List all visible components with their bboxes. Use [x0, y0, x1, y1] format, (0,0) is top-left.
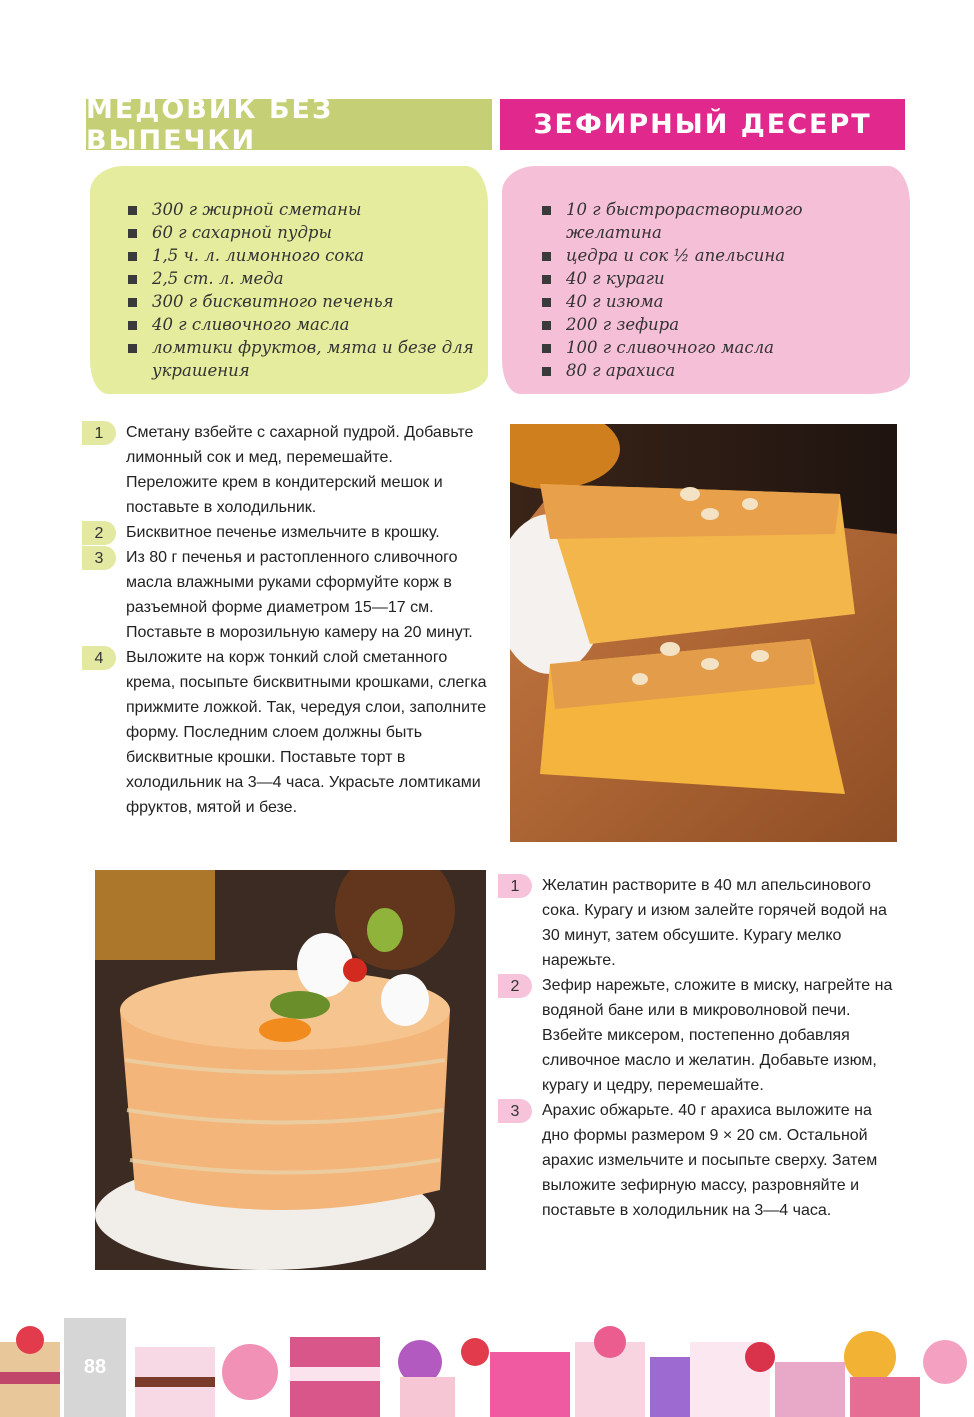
recipe-title-zefir: ЗЕФИРНЫЙ ДЕСЕРТ [500, 99, 905, 150]
ingredient-item: 40 г кураги [540, 267, 885, 290]
step-item [82, 545, 487, 645]
page-number: 88 [64, 1318, 126, 1417]
ingredient-item: 10 г быстрорастворимого желатина [540, 198, 885, 244]
desserts-border-illustration [0, 1322, 974, 1417]
step-text: Выложите на корж тонкий слой сметанного крема, посыпьте бисквитными крошками, слегка прижмите ложкой. Так, чередуя слои, заполните форму. Последним слоем должны быть бисквитные крошки. Поставьте торт в холодильник на 3—4 часа. Украсьте ломтиками фруктов, мятой и безе. [126, 649, 487, 816]
step-item [498, 973, 903, 1098]
ingredient-item: 300 г жирной сметаны [126, 198, 476, 221]
step-item [82, 520, 487, 545]
ingredient-item: 200 г зефира [540, 313, 885, 336]
step-text: Желатин растворите в 40 мл апельсинового сока. Курагу и изюм залейте горячей водой на 30 минут, затем обсушите. Курагу мелко нарежьте. [542, 877, 887, 969]
recipe-title-medovik: МЕДОВИК БЕЗ ВЫПЕЧКИ [86, 99, 492, 150]
steps-list-zefir [498, 873, 903, 1223]
ingredient-item: 60 г сахарной пудры [126, 221, 476, 244]
ingredient-item: 80 г арахиса [540, 359, 885, 382]
ingredient-item: цедра и сок ½ апельсина [540, 244, 885, 267]
step-number: 2 [498, 974, 532, 998]
step-item [82, 420, 487, 520]
step-item [498, 1098, 903, 1223]
step-text: Арахис обжарьте. 40 г арахиса выложите на дно формы размером 9 × 20 см. Остальной арахис измельчите и посыпьте сверху. Затем выложите зефирную массу, разровняйте и поставьте в холодильник на 3—4 часа. [542, 1102, 878, 1219]
step-number: 4 [82, 646, 116, 670]
step-number: 2 [82, 521, 116, 545]
ingredient-item: 40 г сливочного масла [126, 313, 476, 336]
step-number: 1 [82, 421, 116, 445]
ingredient-item: 40 г изюма [540, 290, 885, 313]
step-item [82, 645, 487, 820]
ingredient-item: 100 г сливочного масла [540, 336, 885, 359]
zefir-dessert-photo [510, 424, 897, 842]
ingredient-item: 2,5 ст. л. меда [126, 267, 476, 290]
step-text: Зефир нарежьте, сложите в миску, нагрейте на водяной бане или в микроволновой печи. Взбейте миксером, постепенно добавляя сливочное масло и желатин. Добавьте изюм, курагу и цедру, перемешайте. [542, 977, 893, 1094]
steps-list-medovik [82, 420, 487, 820]
medovik-cake-photo [95, 870, 486, 1270]
step-text: Из 80 г печенья и растопленного сливочного масла влажными руками сформуйте корж в разъемной форме диаметром 15—17 см. Поставьте в морозильную камеру на 20 минут. [126, 549, 473, 641]
step-text: Сметану взбейте с сахарной пудрой. Добавьте лимонный сок и мед, перемешайте. Переложите крем в кондитерский мешок и поставьте в холодильник. [126, 424, 474, 516]
step-number: 1 [498, 874, 532, 898]
ingredient-item: ломтики фруктов, мята и безе для украшения [126, 336, 476, 382]
step-item [498, 873, 903, 973]
step-text: Бисквитное печенье измельчите в крошку. [126, 524, 440, 541]
ingredients-list-medovik [126, 198, 476, 382]
step-number: 3 [498, 1099, 532, 1123]
ingredient-item: 300 г бисквитного печенья [126, 290, 476, 313]
step-number: 3 [82, 546, 116, 570]
ingredient-item: 1,5 ч. л. лимонного сока [126, 244, 476, 267]
ingredients-list-zefir [540, 198, 885, 382]
